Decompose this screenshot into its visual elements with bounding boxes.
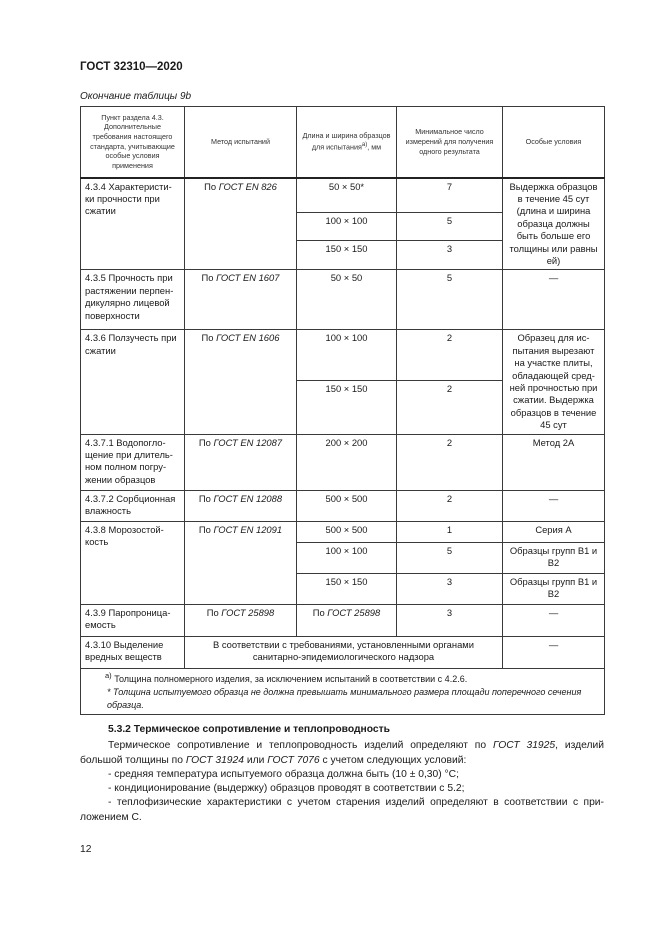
sample-size: 500 × 500 (297, 521, 397, 542)
table-row (81, 434, 605, 490)
measurement-count: 2 (397, 380, 503, 434)
sample-size: По ГОСТ 25898 (297, 604, 397, 636)
test-method: По ГОСТ EN 826 (185, 178, 297, 270)
list-item: - теплофизические характеристики с учетом старения изделий определяют в соответствии с при-ложением С. (80, 797, 604, 823)
measurement-count: 2 (397, 490, 503, 521)
column-header: Длина и ширина образцов для испытания$^{а)}$, мм (297, 107, 397, 178)
merged-method-cell: В соответствии с требованиями, установленными органами санитарно-эпидемиологического надзора (185, 636, 503, 668)
requirement-item: 4.3.8 Морозостой-кость (81, 521, 185, 604)
sample-size: 100 × 100 (297, 542, 397, 573)
sample-size: 500 × 500 (297, 490, 397, 521)
column-header: Особые условия (503, 107, 605, 178)
table-caption: Окончание таблицы 9b (80, 91, 192, 102)
page-number: 12 (80, 844, 92, 855)
test-method: По ГОСТ 25898 (185, 604, 297, 636)
requirement-item: 4.3.9 Паропроница-емость (81, 604, 185, 636)
table-notes (81, 668, 605, 714)
test-method: По ГОСТ EN 12091 (185, 521, 297, 604)
measurement-count: 7 (397, 178, 503, 213)
measurement-count: 2 (397, 434, 503, 490)
requirement-item: 4.3.6 Ползучесть при сжатии (81, 330, 185, 434)
footnote-star: * Толщина испытуемого образца не должна превышать минимального размера площади поперечного сечения образца. (107, 686, 582, 710)
test-method: По ГОСТ EN 12087 (185, 434, 297, 490)
table-row (81, 270, 605, 330)
requirement-item: 4.3.10 Выделение вредных веществ (81, 636, 185, 668)
measurement-count: 5 (397, 542, 503, 573)
column-header: Пункт раздела 4.3. Дополнительные требования настоящего стандарта, учитывающие особые условия применения (81, 107, 185, 178)
column-header: Метод испытаний (185, 107, 297, 178)
requirement-item: 4.3.5 Прочность при растяжении перпен-дикулярно лицевой поверхности (81, 270, 185, 330)
document-header: ГОСТ 32310—2020 (80, 61, 183, 73)
measurement-count: 5 (397, 270, 503, 330)
special-conditions: Образец для ис-пытания вырезают на участке плиты, обладающей сред-ней прочностью при сжатии. Выдержка образцов в течение 45 сут (503, 330, 605, 434)
measurement-count: 3 (397, 604, 503, 636)
special-conditions: — (503, 490, 605, 521)
sample-size: 150 × 150 (297, 241, 397, 270)
list-item: - средняя температура испытуемого образца должна быть (10 ± 0,30) °С; (108, 769, 459, 780)
table-header-row (81, 107, 605, 178)
table-row (81, 178, 605, 213)
table-row (81, 521, 605, 542)
special-conditions: — (503, 636, 605, 668)
sample-size: 150 × 150 (297, 380, 397, 434)
test-method: По ГОСТ EN 12088 (185, 490, 297, 521)
column-header: Минимальное число измерений для получения одного результата (397, 107, 503, 178)
measurement-count: 3 (397, 241, 503, 270)
special-conditions: Выдержка образцов в течение 45 сут (длина и ширина образца должны быть больше его толщины или равны ей) (503, 178, 605, 270)
sample-size: 50 × 50* (297, 178, 397, 213)
requirement-item: 4.3.7.1 Водопогло-щение при длитель-ном полном погру-жении образцов (81, 434, 185, 490)
list-item: - кондиционирование (выдержку) образцов проводят в соответствии с 5.2; (108, 783, 465, 794)
table-row (81, 490, 605, 521)
table-row (81, 636, 605, 668)
section-paragraph: Термическое сопротивление и теплопроводность изделий определяют по ГОСТ 31925, изделий большой толщины по ГОСТ 31924 или ГОСТ 7076 с учетом следующих условий: (80, 740, 604, 766)
footnote-a: $^{а)}$ Толщина полномерного изделия, за исключением испытаний в соответствии с 4.2.6. (105, 670, 468, 684)
measurement-count: 5 (397, 213, 503, 241)
requirement-item: 4.3.7.2 Сорбционная влажность (81, 490, 185, 521)
table-row (81, 330, 605, 381)
measurement-count: 3 (397, 573, 503, 604)
sample-size: 100 × 100 (297, 213, 397, 241)
test-method: По ГОСТ EN 1606 (185, 330, 297, 434)
special-conditions: Образцы групп В1 и В2 (503, 573, 605, 604)
sample-size: 200 × 200 (297, 434, 397, 490)
measurement-count: 2 (397, 330, 503, 381)
measurement-count: 1 (397, 521, 503, 542)
table-notes-row (81, 668, 605, 714)
special-conditions: — (503, 604, 605, 636)
requirement-item: 4.3.4 Характеристи-ки прочности при сжатии (81, 178, 185, 270)
sample-size: 50 × 50 (297, 270, 397, 330)
special-conditions: — (503, 270, 605, 330)
sample-size: 100 × 100 (297, 330, 397, 381)
requirements-table (80, 106, 605, 715)
table-row (81, 604, 605, 636)
test-method: По ГОСТ EN 1607 (185, 270, 297, 330)
special-conditions: Серия А (503, 521, 605, 542)
sample-size: 150 × 150 (297, 573, 397, 604)
special-conditions: Метод 2А (503, 434, 605, 490)
section-title: 5.3.2 Термическое сопротивление и теплопроводность (108, 724, 390, 735)
special-conditions: Образцы групп В1 и В2 (503, 542, 605, 573)
